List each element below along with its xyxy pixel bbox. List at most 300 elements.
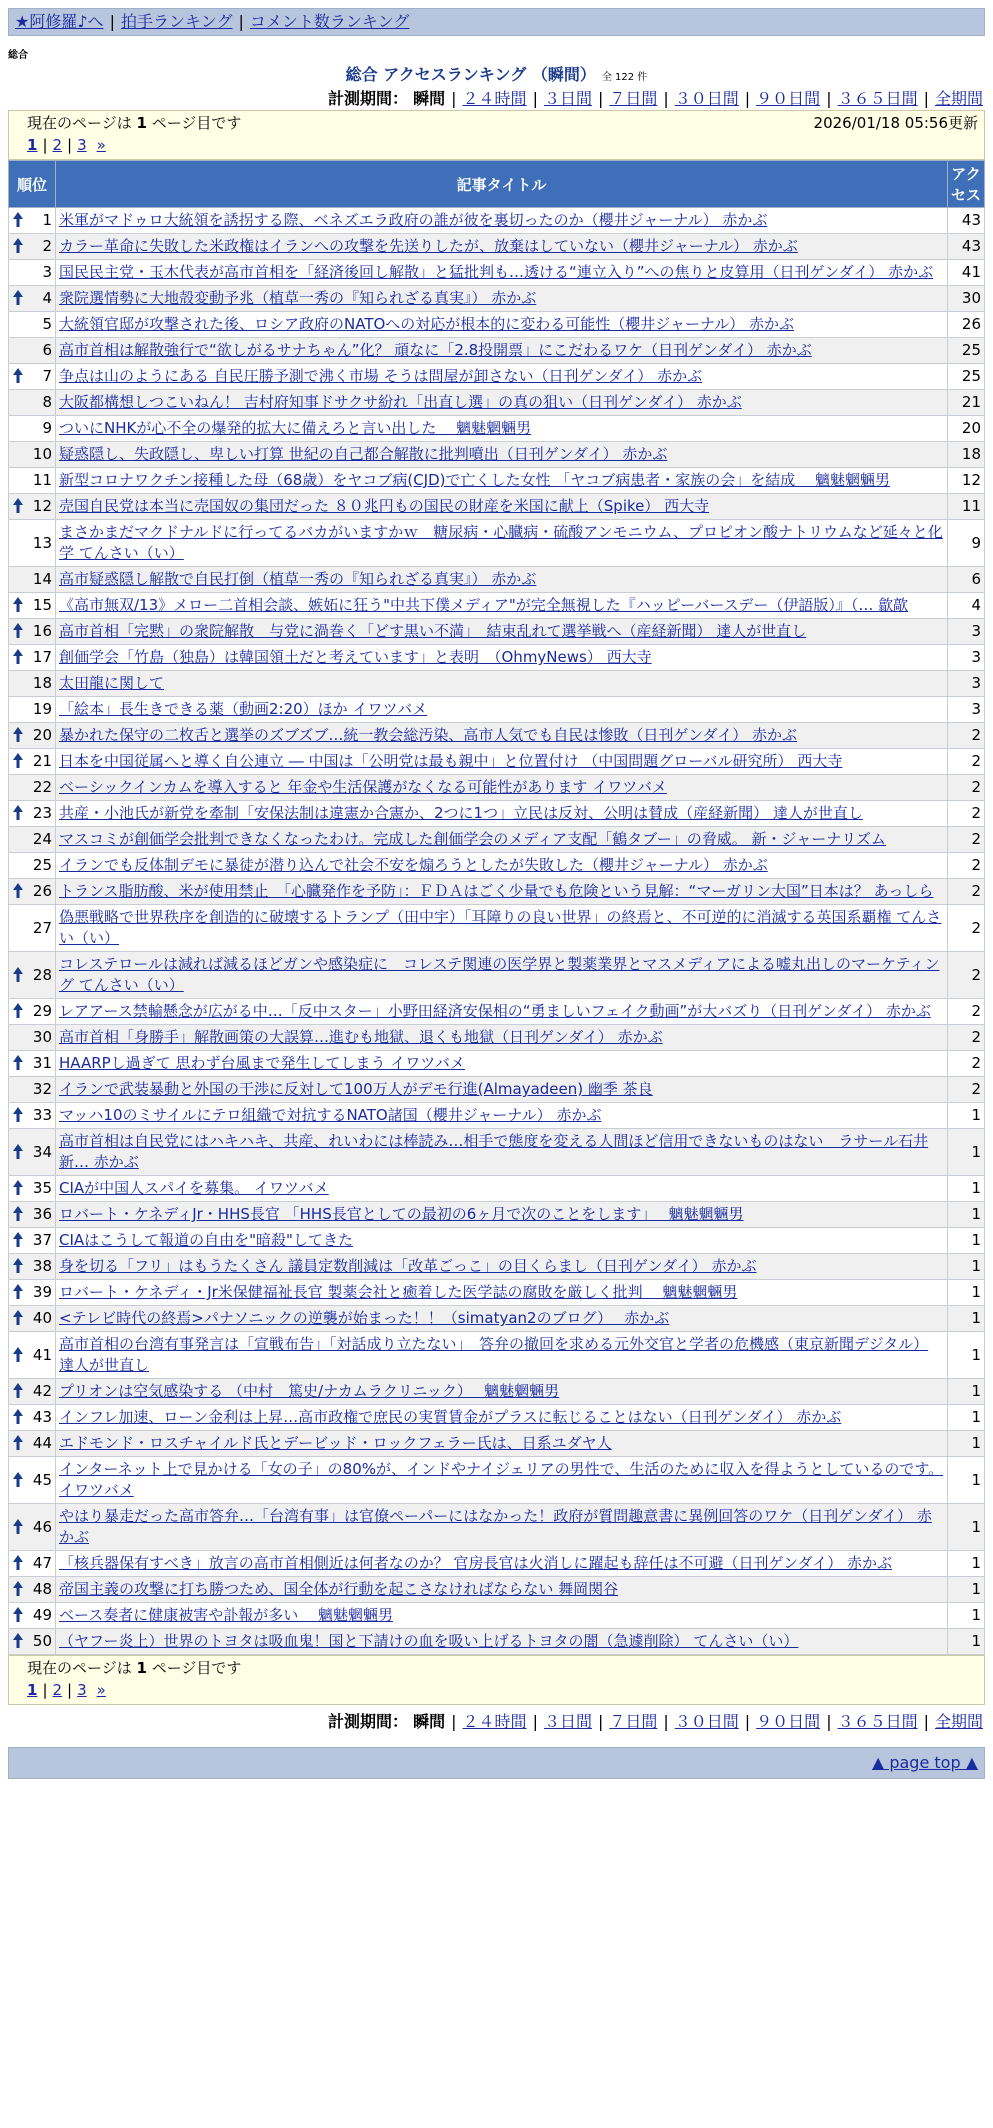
period-link-7d[interactable]: ７日間: [609, 89, 658, 108]
rank-number: 9: [42, 419, 52, 437]
table-row: [9, 286, 985, 312]
table-row: [9, 671, 985, 697]
title-cell: [56, 749, 948, 775]
article-link[interactable]: マッハ10のミサイルにテロ組織で対抗するNATO諸国（櫻井ジャーナル） 赤かぶ: [59, 1106, 602, 1124]
table-row: [9, 801, 985, 827]
period-link-all[interactable]: 全期間: [934, 1712, 983, 1731]
table-row: [9, 1280, 985, 1306]
up-arrow-icon: [12, 1002, 24, 1020]
rank-number: 12: [32, 497, 52, 515]
title-cell: [56, 312, 948, 338]
article-link[interactable]: HAARPし過ぎて 思わず台風まで発生してしまう イワツバメ: [59, 1054, 465, 1072]
rank-cell: [9, 1280, 56, 1306]
rank-number: 39: [32, 1283, 52, 1301]
up-arrow-icon: [12, 1179, 24, 1197]
article-link[interactable]: 大阪都構想しつこいねん！ 吉村府知事ドサクサ紛れ「出直し選」の真の狙い（日刊ゲンダイ） 赤かぶ: [59, 393, 742, 411]
article-link[interactable]: ロバート・ケネディJr・HHS長官 「HHS長官としての最初の6ヶ月で次のことをします」 魑魅魍魎男: [59, 1205, 744, 1223]
rank-number: 3: [42, 263, 52, 281]
article-link[interactable]: 太田龍に関して: [59, 674, 165, 692]
updated-timestamp: 2026/01/18 05:56更新: [813, 114, 978, 132]
rank-number: 40: [32, 1309, 52, 1327]
up-arrow-icon: [12, 1554, 24, 1572]
title-cell: [56, 1051, 948, 1077]
table-row: [9, 999, 985, 1025]
page-link-3[interactable]: 3: [77, 136, 87, 154]
table-row: [9, 619, 985, 645]
total-count: 全 122 件: [601, 72, 648, 83]
title-cell: [56, 999, 948, 1025]
up-arrow-icon: [12, 966, 24, 984]
access-count: 1: [948, 1457, 985, 1504]
ranking-table: [8, 160, 985, 1655]
access-count: 2: [948, 749, 985, 775]
page-link-3[interactable]: 3: [77, 1681, 87, 1699]
column-header-rank: 順位: [9, 161, 56, 208]
table-row: [9, 1228, 985, 1254]
title-cell: [56, 390, 948, 416]
ranking-heading: [8, 65, 985, 88]
rank-number: 44: [32, 1434, 52, 1452]
title-cell: [56, 619, 948, 645]
rank-cell: [9, 1577, 56, 1603]
access-count: 1: [948, 1228, 985, 1254]
rank-number: 6: [42, 341, 52, 359]
page-link-next[interactable]: »: [96, 1681, 106, 1699]
table-row: [9, 1405, 985, 1431]
table-row: [9, 520, 985, 567]
table-row: [9, 1051, 985, 1077]
access-count: 2: [948, 1025, 985, 1051]
pagination: 1 | 2 | 3 »: [27, 136, 106, 154]
period-current: 瞬間: [413, 89, 446, 108]
access-count: 1: [948, 1431, 985, 1457]
period-link-24h[interactable]: ２４時間: [462, 89, 527, 108]
rank-number: 20: [32, 726, 52, 744]
access-count: 2: [948, 801, 985, 827]
rank-cell: [9, 1551, 56, 1577]
article-link[interactable]: ベース奏者に健康被害や訃報が多い 魑魅魍魎男: [59, 1606, 394, 1624]
rank-number: 8: [42, 393, 52, 411]
title-cell: [56, 723, 948, 749]
article-link[interactable]: 争点は山のようにある 自民圧勝予測で沸く市場 そうは問屋が卸さない（日刊ゲンダイ） 赤かぶ: [59, 367, 703, 385]
title-cell: [56, 338, 948, 364]
page-link-2[interactable]: 2: [52, 136, 63, 154]
title-cell: [56, 234, 948, 260]
rank-cell: [9, 1025, 56, 1051]
rank-number: 33: [32, 1106, 52, 1124]
page-link-2[interactable]: 2: [52, 1681, 63, 1699]
table-row: [9, 1577, 985, 1603]
rank-cell: [9, 671, 56, 697]
title-cell: [56, 1504, 948, 1551]
access-count: 1: [948, 1254, 985, 1280]
title-cell: [56, 442, 948, 468]
table-row: [9, 645, 985, 671]
up-arrow-icon: [12, 804, 24, 822]
table-row: [9, 1603, 985, 1629]
access-count: 2: [948, 775, 985, 801]
up-arrow-icon: [12, 1382, 24, 1400]
rank-cell: [9, 494, 56, 520]
table-row: [9, 1629, 985, 1655]
rank-cell: [9, 905, 56, 952]
table-row: [9, 260, 985, 286]
article-link[interactable]: レアアース禁輸懸念が広がる中…「反中スター」小野田経済安保相の“勇ましいフェイク動画”が大バズり（日刊ゲンダイ） 赤かぶ: [59, 1002, 931, 1020]
period-link-90d[interactable]: ９０日間: [756, 89, 821, 108]
article-link[interactable]: 大統領官邸が攻撃された後、ロシア政府のNATOへの対応が根本的に変わる可能性（櫻井ジャーナル） 赤かぶ: [59, 315, 795, 333]
table-row: [9, 853, 985, 879]
table-row: [9, 1103, 985, 1129]
up-arrow-icon: [12, 1606, 24, 1624]
article-link[interactable]: イランでも反体制デモに暴徒が潜り込んで社会不安を煽ろうとしたが失敗した（櫻井ジャーナル） 赤かぶ: [59, 856, 768, 874]
article-link[interactable]: （ヤフー炎上）世界のトヨタは吸血鬼！国と下請けの血を吸い上げるトヨタの闇（急遽削除） てんさい（い）: [59, 1632, 799, 1650]
rank-cell: [9, 801, 56, 827]
article-link[interactable]: 高市首相の台湾有事発言は「宣戦布告」「対話成り立たない」 答弁の撤回を求める元外交官と学者の危機感（東京新聞デジタル） 達人が世直し: [59, 1335, 929, 1374]
table-row: [9, 494, 985, 520]
rank-number: 22: [32, 778, 52, 796]
ranking-title: 総合 アクセスランキング （瞬間）: [345, 65, 596, 84]
article-link[interactable]: <テレビ時代の終焉>パナソニックの逆襲が始まった！！（simatyan2のブログ） 赤かぶ: [59, 1309, 670, 1327]
period-label: 計測期間：: [328, 1712, 409, 1731]
rank-cell: [9, 1405, 56, 1431]
rank-cell: [9, 338, 56, 364]
up-arrow-icon: [12, 1632, 24, 1650]
period-link-3d[interactable]: ３日間: [543, 89, 592, 108]
article-link[interactable]: 新型コロナワクチン接種した母（68歳）をヤコブ病(CJD)で亡くした女性 「ヤコブ病患者・家族の会」を結成 魑魅魍魎男: [59, 471, 891, 489]
access-count: 2: [948, 905, 985, 952]
up-arrow-icon: [12, 1309, 24, 1327]
rank-number: 7: [42, 367, 52, 385]
ranking-body: [9, 208, 985, 1655]
article-link[interactable]: エドモンド・ロスチャイルド氏とデービッド・ロックフェラー氏は、日系ユダヤ人: [59, 1434, 612, 1452]
rank-cell: [9, 1202, 56, 1228]
rank-cell: [9, 1431, 56, 1457]
access-count: 1: [948, 1504, 985, 1551]
table-row: [9, 1129, 985, 1176]
table-row: [9, 697, 985, 723]
rank-number: 48: [32, 1580, 52, 1598]
up-arrow-icon: [12, 1434, 24, 1452]
nav-separator: |: [238, 12, 244, 31]
rank-number: 18: [32, 674, 52, 692]
access-count: 21: [948, 390, 985, 416]
table-row: [9, 775, 985, 801]
page-top-link[interactable]: ▲ page top ▲: [871, 1753, 978, 1772]
access-count: 1: [948, 1103, 985, 1129]
article-link[interactable]: 高市首相「完黙」の衆院解散 与党に渦巻く「どす黒い不満」 結束乱れて選挙戦へ（産経新聞） 達人が世直し: [59, 622, 807, 640]
rank-number: 11: [32, 471, 52, 489]
title-cell: [56, 286, 948, 312]
access-count: 25: [948, 338, 985, 364]
page-info-bottom: [8, 1655, 985, 1705]
title-cell: [56, 1457, 948, 1504]
rank-number: 26: [32, 882, 52, 900]
column-header-title: 記事タイトル: [56, 161, 948, 208]
nav-separator: |: [109, 12, 115, 31]
access-count: 25: [948, 364, 985, 390]
rank-cell: [9, 567, 56, 593]
page-link-next[interactable]: »: [96, 136, 106, 154]
article-link[interactable]: まさかまだマクドナルドに行ってるバカがいますかｗ 糖尿病・心臓病・硫酸アンモニウム、プロピオン酸ナトリウムなど延々と化学 てんさい（い）: [59, 523, 943, 562]
article-link[interactable]: 高市首相「身勝手」解散画策の大誤算…進むも地獄、退くも地獄（日刊ゲンダイ） 赤かぶ: [59, 1028, 663, 1046]
rank-cell: [9, 999, 56, 1025]
rank-cell: [9, 1254, 56, 1280]
rank-number: 36: [32, 1205, 52, 1223]
article-link[interactable]: 偽悪戦略で世界秩序を創造的に破壊するトランプ（田中宇）「耳障りの良い世界」の終焉と、不可逆的に消滅する英国系覇権 てんさい（い）: [59, 908, 942, 947]
period-link-7d[interactable]: ７日間: [609, 1712, 658, 1731]
access-count: 11: [948, 494, 985, 520]
period-selector-top: 計測期間： 瞬間 | ２４時間 | ３日間 | ７日間 | ３０日間 | ９０日間 | ３６５日間 | 全期間: [328, 89, 983, 108]
up-arrow-icon: [12, 1231, 24, 1249]
article-link[interactable]: コレステロールは減れば減るほどガンや感染症に コレステ関連の医学界と製薬業界とマスメディアによる嘘丸出しのマーケティング てんさい（い）: [59, 955, 940, 994]
access-count: 2: [948, 999, 985, 1025]
article-link[interactable]: 日本を中国従属へと導く自公連立 ― 中国は「公明党は最も親中」と位置付け （中国問題グローバル研究所） 西大寺: [59, 752, 843, 770]
period-link-24h[interactable]: ２４時間: [462, 1712, 527, 1731]
title-cell: [56, 1025, 948, 1051]
title-cell: [56, 697, 948, 723]
table-row: [9, 827, 985, 853]
title-cell: [56, 1254, 948, 1280]
article-link[interactable]: カラー革命に失敗した米政権はイランへの攻撃を先送りしたが、放棄はしていない（櫻井ジャーナル） 赤かぶ: [59, 237, 798, 255]
rank-number: 28: [32, 965, 52, 984]
article-link[interactable]: 創価学会「竹島（独島）は韓国領土だと考えています」と表明 （OhmyNews） 西大寺: [59, 648, 652, 666]
title-cell: [56, 801, 948, 827]
rank-cell: [9, 286, 56, 312]
access-count: 1: [948, 1379, 985, 1405]
table-row: [9, 416, 985, 442]
rank-cell: [9, 775, 56, 801]
title-cell: [56, 879, 948, 905]
table-row: [9, 905, 985, 952]
access-count: 1: [948, 1603, 985, 1629]
rank-number: 4: [42, 289, 52, 307]
rank-number: 17: [32, 648, 52, 666]
access-count: 2: [948, 827, 985, 853]
table-row: [9, 390, 985, 416]
article-link[interactable]: 高市首相は解散強行で“欲しがるサナちゃん”化？ 頑なに「2.8投開票」にこだわるワケ（日刊ゲンダイ） 赤かぶ: [59, 341, 812, 359]
article-link[interactable]: 売国自民党は本当に売国奴の集団だった ８０兆円もの国民の財産を米国に献上（Spike） 西大寺: [59, 497, 710, 515]
period-link-30d[interactable]: ３０日間: [674, 1712, 739, 1731]
rank-cell: [9, 364, 56, 390]
article-link[interactable]: トランス脂肪酸、米が使用禁止 「心臓発作を予防」：ＦＤＡはごく少量でも危険という見解：“マーガリン大国”日本は？ あっしら: [59, 882, 934, 900]
up-arrow-icon: [12, 1346, 24, 1364]
rank-cell: [9, 1176, 56, 1202]
rank-number: 37: [32, 1231, 52, 1249]
rank-number: 42: [32, 1382, 52, 1400]
up-arrow-icon: [12, 882, 24, 900]
period-link-all[interactable]: 全期間: [934, 89, 983, 108]
rank-number: 38: [32, 1257, 52, 1275]
access-count: 2: [948, 853, 985, 879]
table-row: [9, 567, 985, 593]
access-count: 1: [948, 1176, 985, 1202]
rank-cell: [9, 1306, 56, 1332]
title-cell: [56, 671, 948, 697]
page-link-1[interactable]: 1: [27, 136, 38, 154]
access-count: 1: [948, 1551, 985, 1577]
access-count: 2: [948, 723, 985, 749]
rank-number: 47: [32, 1554, 52, 1572]
up-arrow-icon: [12, 1205, 24, 1223]
rank-cell: [9, 234, 56, 260]
title-cell: [56, 1103, 948, 1129]
title-cell: [56, 1379, 948, 1405]
rank-number: 24: [32, 830, 52, 848]
article-link[interactable]: 暴かれた保守の二枚舌と選挙のズブズブ…統一教会総汚染、高市人気でも自民は惨敗（日刊ゲンダイ） 赤かぶ: [59, 726, 797, 744]
access-count: 1: [948, 1629, 985, 1655]
rank-cell: [9, 1379, 56, 1405]
up-arrow-icon: [12, 622, 24, 640]
title-cell: [56, 952, 948, 999]
access-count: 1: [948, 1405, 985, 1431]
article-link[interactable]: 「核兵器保有すべき」放言の高市首相側近は何者なのか？ 官房長官は火消しに躍起も辞任は不可避（日刊ゲンダイ） 赤かぶ: [59, 1554, 893, 1572]
rank-cell: [9, 390, 56, 416]
period-link-3d[interactable]: ３日間: [543, 1712, 592, 1731]
article-link[interactable]: 帝国主義の攻撃に打ち勝つため、国全体が行動を起こさなければならない 舞岡関谷: [59, 1580, 619, 1598]
title-cell: [56, 593, 948, 619]
article-link[interactable]: 《高市無双/13》メロー二首相会談、嫉妬に狂う"中共下僕メディア"が完全無視した『ハッピーバースデー（伊語版）』（… 歙歊: [59, 596, 909, 614]
access-count: 3: [948, 671, 985, 697]
top-nav-bar: [8, 8, 985, 36]
rank-number: 29: [32, 1002, 52, 1020]
article-link[interactable]: ついにNHKが心不全の爆発的拡大に備えろと言い出した 魑魅魍魎男: [59, 419, 532, 437]
up-arrow-icon: [12, 1054, 24, 1072]
period-selector-bottom: 計測期間： 瞬間 | ２４時間 | ３日間 | ７日間 | ３０日間 | ９０日間 | ３６５日間 | 全期間: [328, 1712, 983, 1731]
title-cell: [56, 827, 948, 853]
period-link-90d[interactable]: ９０日間: [756, 1712, 821, 1731]
table-row: [9, 1379, 985, 1405]
rank-number: 23: [32, 804, 52, 822]
nav-link-asyura[interactable]: ★阿修羅♪へ: [15, 12, 104, 31]
table-row: [9, 364, 985, 390]
rank-number: 32: [32, 1080, 52, 1098]
article-link[interactable]: 共産・小池氏が新党を牽制「安保法制は違憲か合憲か、2つに1つ」立民は反対、公明は賛成（産経新聞） 達人が世直し: [59, 804, 863, 822]
article-link[interactable]: イランで武装暴動と外国の干渉に反対して100万人がデモ行進(Almayadeen) 幽季 茶良: [59, 1080, 653, 1098]
article-link[interactable]: プリオンは空気感染する （中村 篤史/ナカムラクリニック） 魑魅魍魎男: [59, 1382, 560, 1400]
column-header-access: アクセス: [948, 161, 985, 208]
access-count: 9: [948, 520, 985, 567]
article-link[interactable]: ベーシックインカムを導入すると 年金や生活保護がなくなる可能性があります イワツバメ: [59, 778, 667, 796]
table-row: [9, 1332, 985, 1379]
rank-cell: [9, 1077, 56, 1103]
nav-link-clap-ranking[interactable]: 拍手ランキング: [120, 12, 233, 31]
article-link[interactable]: 衆院選情勢に大地殻変動予兆（植草一秀の『知られざる真実』） 赤かぶ: [59, 289, 537, 307]
title-cell: [56, 1332, 948, 1379]
access-count: 1: [948, 1577, 985, 1603]
article-link[interactable]: ロバート・ケネディ・Jr米保健福祉長官 製薬会社と癒着した医学誌の腐敗を厳しく批判 魑魅魍魎男: [59, 1283, 738, 1301]
table-row: [9, 1551, 985, 1577]
access-count: 20: [948, 416, 985, 442]
rank-number: 13: [32, 533, 52, 552]
access-count: 30: [948, 286, 985, 312]
title-cell: [56, 1129, 948, 1176]
page-status: 現在のページは 1 ページ目です: [27, 114, 242, 132]
title-cell: [56, 1551, 948, 1577]
rank-number: 25: [32, 856, 52, 874]
article-link[interactable]: 高市疑惑隠し解散で自民打倒（植草一秀の『知られざる真実』） 赤かぶ: [59, 570, 537, 588]
article-link[interactable]: CIAはこうして報道の自由を"暗殺"してきた: [59, 1231, 353, 1249]
article-link[interactable]: インターネット上で見かける「女の子」の80%が、インドやナイジェリアの男性で、生活のために収入を得ようとしているのです。 イワツバメ: [59, 1460, 944, 1499]
table-row: [9, 1431, 985, 1457]
rank-cell: [9, 468, 56, 494]
article-link[interactable]: 米軍がマドゥロ大統領を誘拐する際、ベネズエラ政府の誰が彼を裏切ったのか（櫻井ジャーナル） 赤かぶ: [59, 211, 768, 229]
table-row: [9, 593, 985, 619]
table-row: [9, 208, 985, 234]
table-row: [9, 442, 985, 468]
rank-number: 1: [42, 211, 52, 229]
rank-number: 5: [42, 315, 52, 333]
up-arrow-icon: [12, 1106, 24, 1124]
article-link[interactable]: CIAが中国人スパイを募集。 イワツバメ: [59, 1179, 329, 1197]
title-cell: [56, 208, 948, 234]
rank-number: 30: [32, 1028, 52, 1046]
title-cell: [56, 775, 948, 801]
title-cell: [56, 1176, 948, 1202]
rank-cell: [9, 952, 56, 999]
article-link[interactable]: マスコミが創価学会批判できなくなったわけ。完成した創価学会のメディア支配「鶴タブー」の脅威。 新・ジャーナリズム: [59, 830, 886, 848]
rank-cell: [9, 827, 56, 853]
access-count: 1: [948, 1306, 985, 1332]
period-link-365d[interactable]: ３６５日間: [837, 1712, 918, 1731]
access-count: 41: [948, 260, 985, 286]
period-link-365d[interactable]: ３６５日間: [837, 89, 918, 108]
up-arrow-icon: [12, 1518, 24, 1536]
page-info-top: [8, 110, 985, 160]
title-cell: [56, 1306, 948, 1332]
article-link[interactable]: 身を切る「フリ」はもうたくさん 議員定数削減は「改革ごっこ」の目くらまし（日刊ゲンダイ） 赤かぶ: [59, 1257, 757, 1275]
article-link[interactable]: 高市首相は自民党にはハキハキ、共産、れいわには棒読み…相手で態度を変える人間ほど信用できないものはない ラサール石井 新… 赤かぶ: [59, 1132, 929, 1171]
rank-cell: [9, 1103, 56, 1129]
rank-cell: [9, 442, 56, 468]
access-count: 12: [948, 468, 985, 494]
access-count: 3: [948, 619, 985, 645]
rank-number: 46: [32, 1517, 52, 1536]
title-cell: [56, 567, 948, 593]
title-cell: [56, 468, 948, 494]
rank-number: 10: [32, 445, 52, 463]
article-link[interactable]: 疑惑隠し、失政隠し、卑しい打算 世紀の自己都合解散に批判噴出（日刊ゲンダイ） 赤かぶ: [59, 445, 668, 463]
table-row: [9, 234, 985, 260]
access-count: 4: [948, 593, 985, 619]
page-link-1[interactable]: 1: [27, 1681, 38, 1699]
up-arrow-icon: [12, 289, 24, 307]
rank-number: 34: [32, 1142, 52, 1161]
article-link[interactable]: 国民民主党・玉木代表が高市首相を「経済後回し解散」と猛批判も…透ける“連立入り”への焦りと皮算用（日刊ゲンダイ） 赤かぶ: [59, 263, 934, 281]
rank-number: 50: [32, 1632, 52, 1650]
up-arrow-icon: [12, 596, 24, 614]
up-arrow-icon: [12, 1257, 24, 1275]
rank-number: 19: [32, 700, 52, 718]
article-link[interactable]: インフレ加速、ローン金利は上昇…高市政権で庶民の実質賃金がプラスに転じることはない（日刊ゲンダイ） 赤かぶ: [59, 1408, 842, 1426]
period-link-30d[interactable]: ３０日間: [674, 89, 739, 108]
up-arrow-icon: [12, 497, 24, 515]
up-arrow-icon: [12, 726, 24, 744]
rank-number: 45: [32, 1470, 52, 1489]
table-row: [9, 1306, 985, 1332]
title-cell: [56, 520, 948, 567]
table-row: [9, 879, 985, 905]
rank-number: 16: [32, 622, 52, 640]
access-count: 1: [948, 1202, 985, 1228]
nav-link-comment-ranking[interactable]: コメント数ランキング: [249, 12, 410, 31]
article-link[interactable]: 「絵本」長生きできる薬（動画2:20）ほか イワツバメ: [59, 700, 428, 718]
footer-bar: [8, 1747, 985, 1779]
article-link[interactable]: やはり暴走だった高市答弁…「台湾有事」は官僚ペーパーにはなかった！政府が質問趣意書に異例回答のワケ（日刊ゲンダイ） 赤かぶ: [59, 1507, 932, 1546]
title-cell: [56, 1603, 948, 1629]
up-arrow-icon: [12, 648, 24, 666]
table-row: [9, 1504, 985, 1551]
table-row: [9, 723, 985, 749]
